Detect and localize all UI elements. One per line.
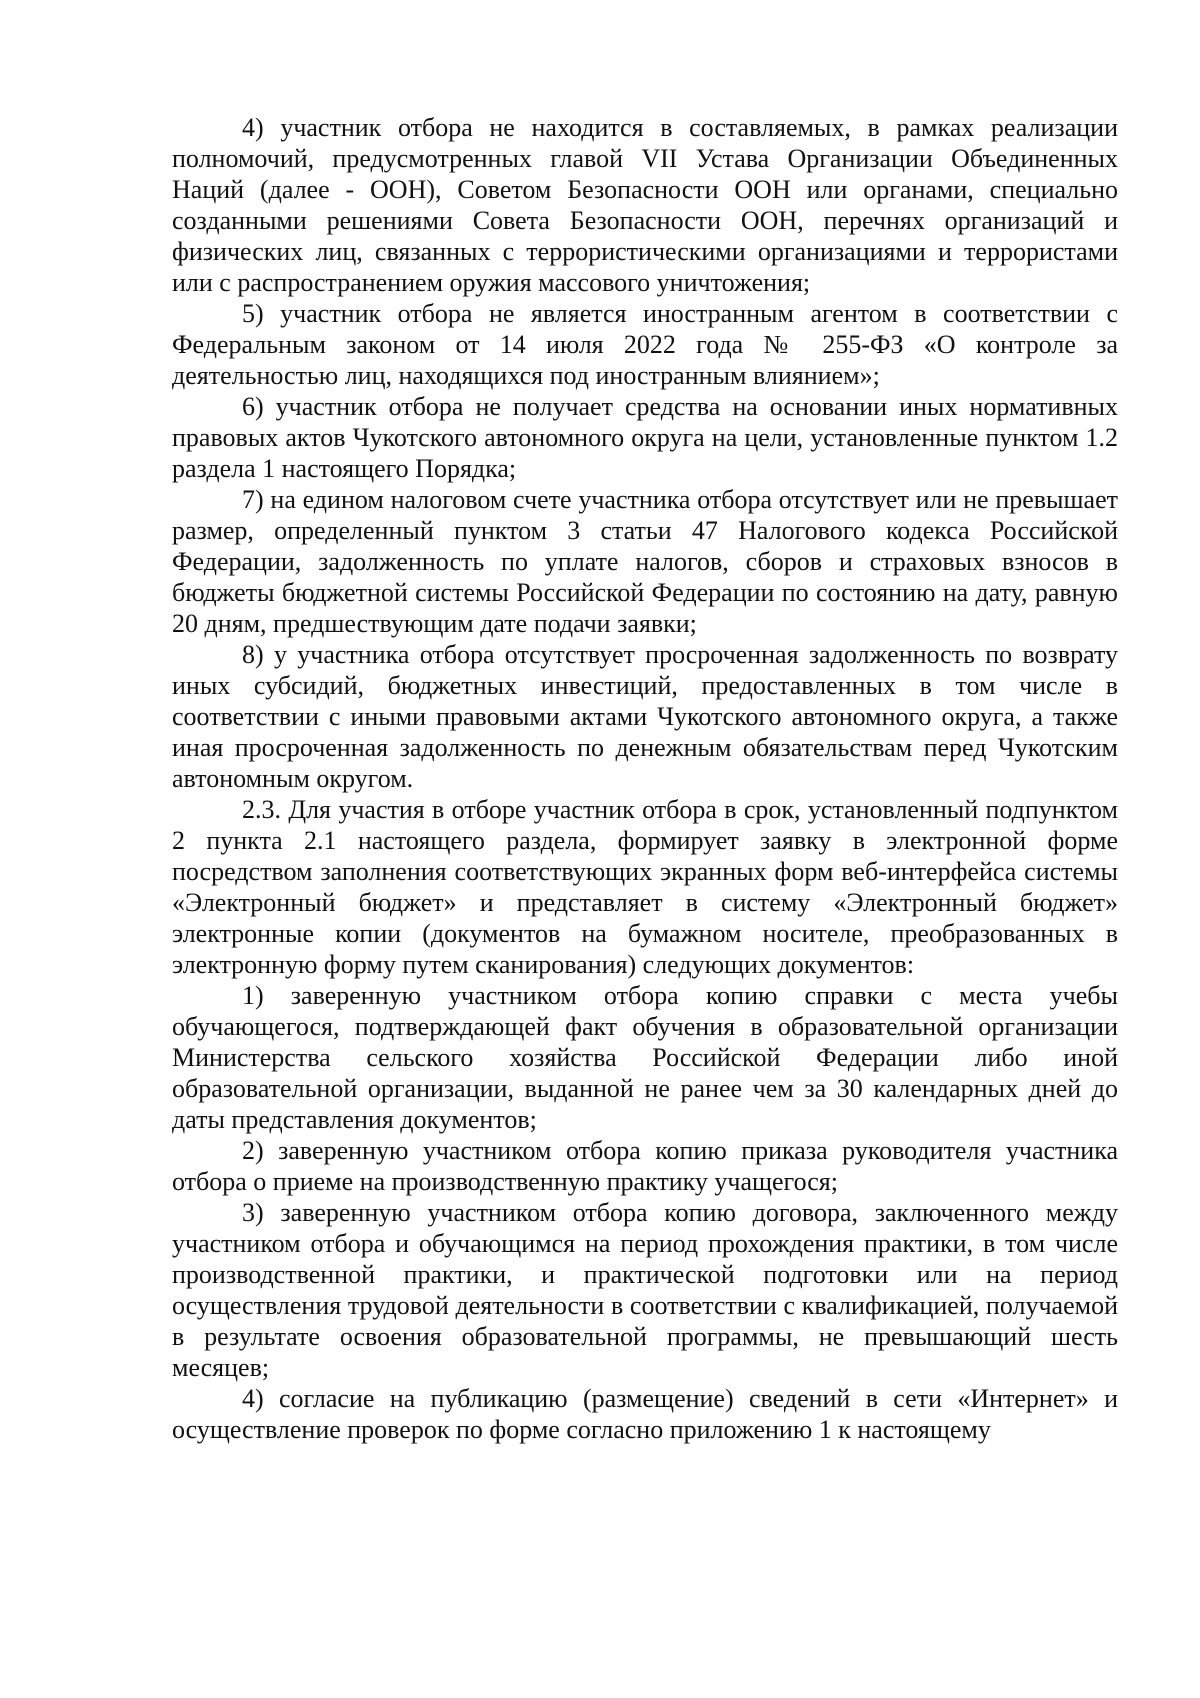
paragraph-item-5-foreign-agent: 5) участник отбора не является иностранным агентом в соответствии с Федеральным законом от 14 июля 2022 года № 255-ФЗ «О контроле за деятельностью лиц, находящихся под иностранным влиянием»; [172,299,1118,390]
paragraph-item-4-terrorism-list: 4) участник отбора не находится в составляемых, в рамках реализации полномочий, предусмотренных главой VII Устава Организации Объединенных Наций (далее - ООН), Советом Безопасности ООН или органами, специально созданными решениями Совета Безопасности ООН, перечнях организаций и физических лиц, связанных с террористическими организациями и террористами или с распространением оружия массового уничтожения; [172,113,1118,297]
paragraph-doc-4-consent: 4) согласие на публикацию (размещение) сведений в сети «Интернет» и осуществление проверок по форме согласно приложению 1 к настоящему [172,1384,1118,1444]
document-page [172,112,1118,1445]
paragraph-section-2-3: 2.3. Для участия в отборе участник отбора в срок, установленный подпунктом 2 пункта 2.1 настоящего раздела, формирует заявку в электронной форме посредством заполнения соответствующих экранных форм веб-интерфейса системы «Электронный бюджет» и представляет в систему «Электронный бюджет» электронные копии (документов на бумажном носителе, преобразованных в электронную форму путем сканирования) следующих документов: [172,795,1118,979]
paragraph-doc-3-contract-copy: 3) заверенную участником отбора копию договора, заключенного между участником отбора и обучающимся на период прохождения практики, в том числе производственной практики, и практической подготовки или на период осуществления трудовой деятельности в соответствии с квалификацией, получаемой в результате освоения образовательной программы, не превышающий шесть месяцев; [172,1198,1118,1382]
paragraph-item-8-overdue-debt: 8) у участника отбора отсутствует просроченная задолженность по возврату иных субсидий, бюджетных инвестиций, предоставленных в том числе в соответствии с иными правовыми актами Чукотского автономного округа, а также иная просроченная задолженность по денежным обязательствам перед Чукотским автономным округом. [172,640,1118,793]
paragraph-doc-1-study-certificate: 1) заверенную участником отбора копию справки с места учебы обучающегося, подтверждающей факт обучения в образовательной организации Министерства сельского хозяйства Российской Федерации либо иной образовательной организации, выданной не ранее чем за 30 календарных дней до даты представления документов; [172,981,1118,1134]
paragraph-item-6-other-funds: 6) участник отбора не получает средства на основании иных нормативных правовых актов Чукотского автономного округа на цели, установленные пунктом 1.2 раздела 1 настоящего Порядка; [172,392,1118,483]
paragraph-item-7-tax-debt: 7) на едином налоговом счете участника отбора отсутствует или не превышает размер, определенный пунктом 3 статьи 47 Налогового кодекса Российской Федерации, задолженность по уплате налогов, сборов и страховых взносов в бюджеты бюджетной системы Российской Федерации по состоянию на дату, равную 20 дням, предшествующим дате подачи заявки; [172,485,1118,638]
paragraph-doc-2-order-copy: 2) заверенную участником отбора копию приказа руководителя участника отбора о приеме на производственную практику учащегося; [172,1136,1118,1196]
